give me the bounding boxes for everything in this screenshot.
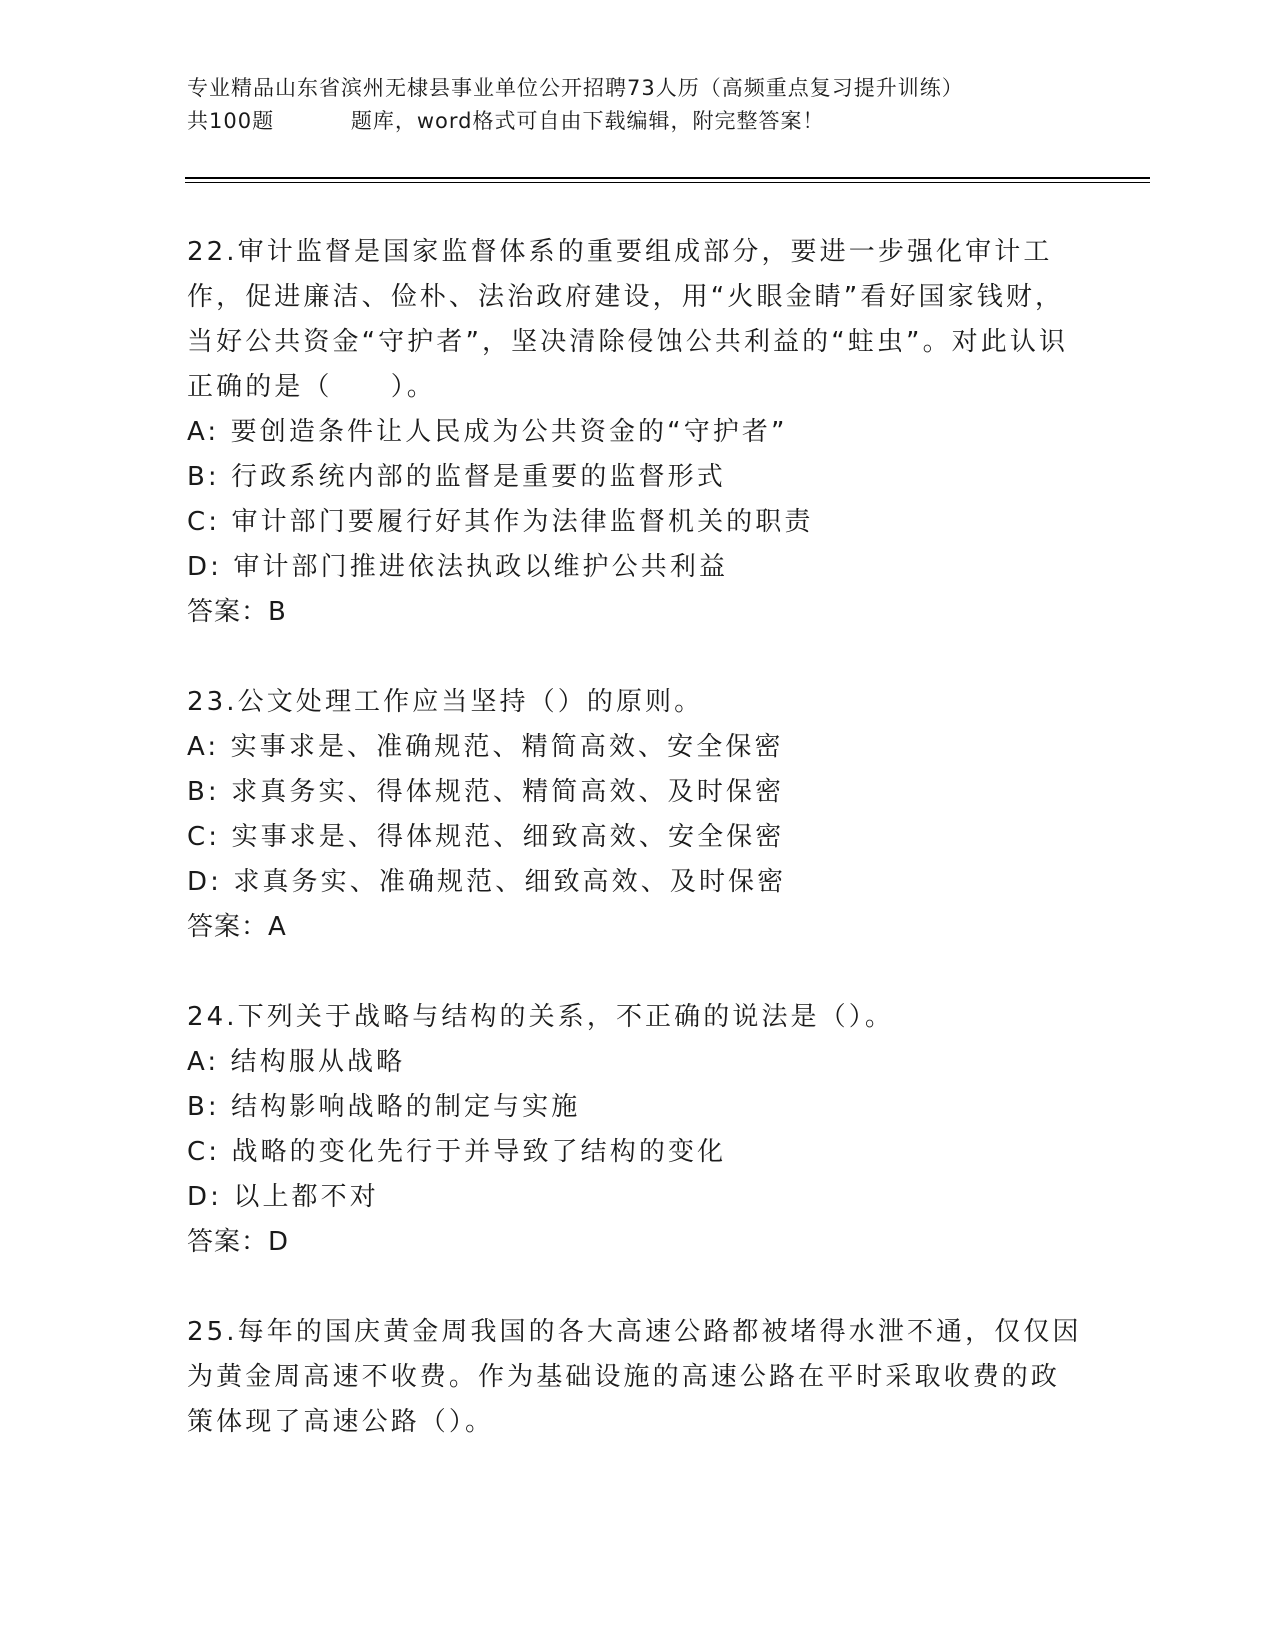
question-list	[187, 230, 1087, 1490]
header-title-line2: 共100题 题库，word格式可自由下载编辑，附完整答案！	[187, 109, 825, 133]
header-rule-thick	[185, 177, 1150, 179]
question-25	[187, 1310, 1087, 1445]
header-rule-thin	[185, 182, 1150, 183]
question-stem: 25.每年的国庆黄金周我国的各大高速公路都被堵得水泄不通，仅仅因为黄金周高速不收费。作为基础设施的高速公路在平时采取收费的政策体现了高速公路（）。	[187, 1317, 1082, 1437]
option-c: C: 实事求是、得体规范、细致高效、安全保密	[187, 822, 785, 852]
question-23	[187, 680, 1087, 950]
option-b: B: 求真务实、得体规范、精简高效、及时保密	[187, 777, 785, 807]
option-a: A: 结构服从战略	[187, 1047, 406, 1077]
document-header	[187, 72, 1147, 138]
option-a: A: 实事求是、准确规范、精简高效、安全保密	[187, 732, 784, 762]
question-24	[187, 995, 1087, 1265]
answer-line: 答案：B	[187, 597, 287, 627]
question-stem: 24.下列关于战略与结构的关系，不正确的说法是（）。	[187, 1002, 894, 1032]
option-c: C: 战略的变化先行于并导致了结构的变化	[187, 1137, 727, 1167]
question-stem: 23.公文处理工作应当坚持（）的原则。	[187, 687, 704, 717]
option-b: B: 行政系统内部的监督是重要的监督形式	[187, 462, 726, 492]
question-stem: 22.审计监督是国家监督体系的重要组成部分，要进一步强化审计工作，促进廉洁、俭朴、法治政府建设，用“火眼金睛”看好国家钱财，当好公共资金“守护者”，坚决清除侵蚀公共利益的“蛀虫”。对此认识正确的是（ ）。	[187, 237, 1069, 402]
header-title-line1: 专业精品山东省滨州无棣县事业单位公开招聘73人历（高频重点复习提升训练）	[187, 76, 964, 100]
option-d: D: 求真务实、准确规范、细致高效、及时保密	[187, 867, 787, 897]
option-b: B: 结构影响战略的制定与实施	[187, 1092, 581, 1122]
option-d: D: 以上都不对	[187, 1182, 379, 1212]
option-d: D: 审计部门推进依法执政以维护公共利益	[187, 552, 729, 582]
answer-line: 答案：D	[187, 1227, 290, 1257]
answer-line: 答案：A	[187, 912, 287, 942]
option-a: A: 要创造条件让人民成为公共资金的“守护者”	[187, 417, 788, 447]
question-22	[187, 230, 1087, 635]
option-c: C: 审计部门要履行好其作为法律监督机关的职责	[187, 507, 814, 537]
